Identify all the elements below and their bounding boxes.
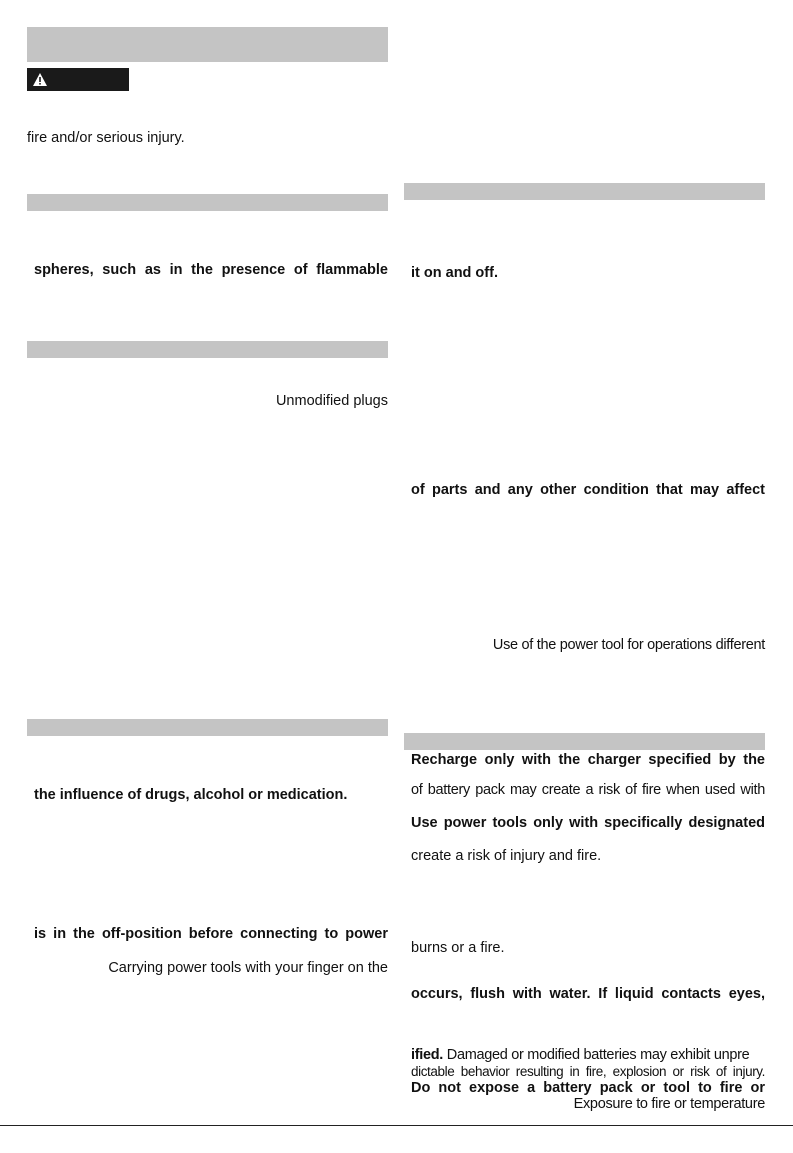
body-text-line: Exposure to fire or temperature [573,1096,765,1112]
body-text-line: of battery pack may create a risk of fire when used with [411,782,765,798]
body-text-line: occurs, flush with water. If liquid contacts eyes, [411,986,765,1002]
page-bottom-rule [0,1125,793,1126]
section-header-bar [27,341,388,358]
section-header-bar [404,183,765,200]
body-text-line: create a risk of injury and fire. [411,848,602,864]
body-text-line: dictable behavior resulting in fire, explosion or risk of injury. [411,1064,765,1079]
body-text-line: Use of the power tool for operations different [492,637,765,653]
body-text-line: Recharge only with the charger specified by the [411,752,765,768]
body-text-line: Carrying power tools with your finger on the [108,960,388,976]
body-text-span: Damaged or modified batteries may exhibit unpre [446,1047,750,1063]
warning-label [27,68,129,91]
body-text-line: Use power tools only with specifically designated [411,815,765,831]
body-text-line: it on and off. [411,265,498,281]
body-text-line: of parts and any other condition that may affect [411,482,765,498]
body-text-line: fire and/or serious injury. [27,130,185,146]
body-text-line [411,1047,765,1064]
body-text-line: Unmodified plugs [275,393,388,409]
section-header-bar [27,194,388,211]
section-header-bar [404,733,765,750]
body-text-line: spheres, such as in the presence of flammable [34,262,388,278]
warning-triangle-icon [32,72,48,87]
body-text-line: is in the off-position before connecting to power [34,926,388,942]
body-text-line: the influence of drugs, alcohol or medication. [34,787,348,803]
bold-lead-in: ified. [411,1047,444,1063]
body-text-line: Do not expose a battery pack or tool to fire or [411,1080,765,1096]
section-header-bar [27,27,388,62]
section-header-bar [27,719,388,736]
body-text-line: burns or a fire. [411,940,505,956]
